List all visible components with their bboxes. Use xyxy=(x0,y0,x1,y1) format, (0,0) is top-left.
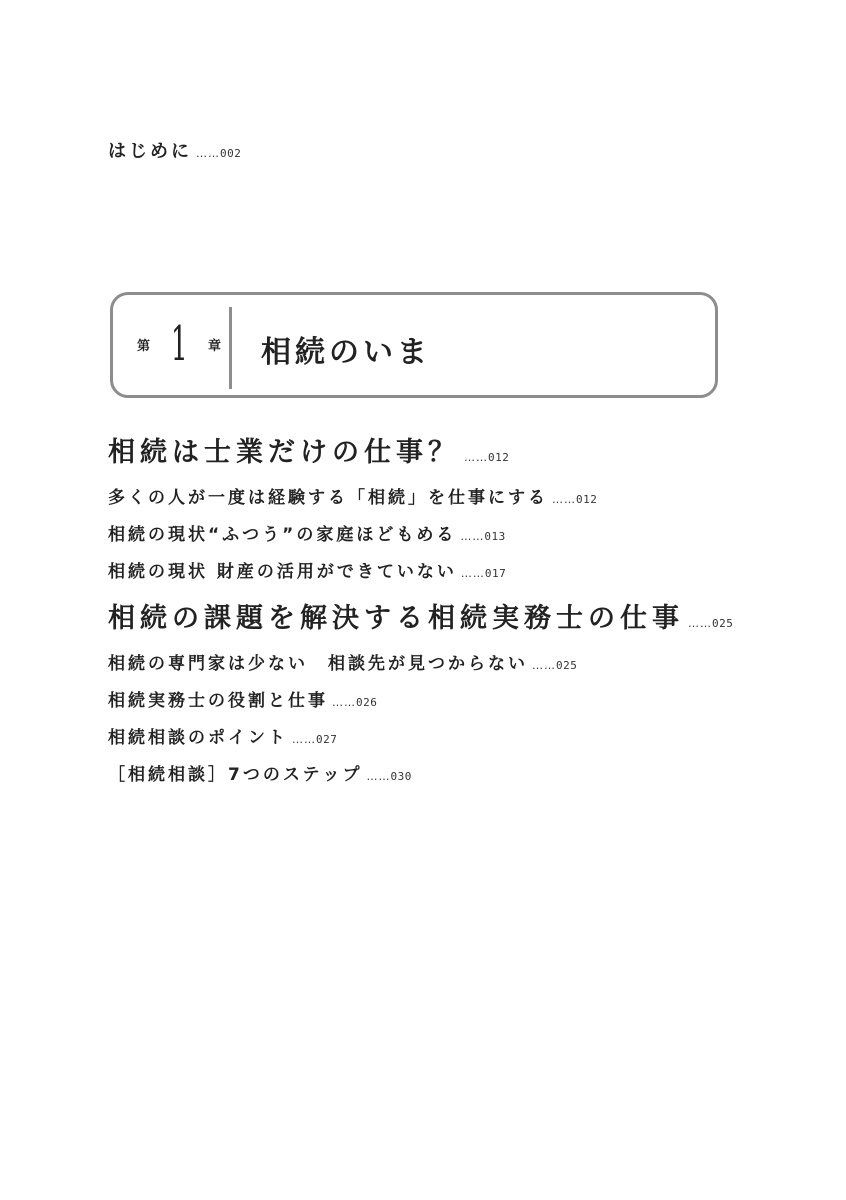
toc-entry-title: 相続実務士の役割と仕事 xyxy=(108,691,328,711)
chapter-number xyxy=(137,309,221,379)
chapter-title: 相続のいま xyxy=(261,335,431,370)
page-number: 013 xyxy=(484,530,506,543)
chapter-digit: 1 xyxy=(170,316,188,372)
leader-dots: …… xyxy=(688,617,712,630)
toc-entry-title: 相続の現状 財産の活用ができていない xyxy=(108,562,457,582)
page-number: 002 xyxy=(220,147,242,160)
toc-entry[interactable] xyxy=(108,557,506,582)
toc-entry-title: 多くの人が一度は経験する「相続」を仕事にする xyxy=(108,488,548,508)
toc-entry[interactable] xyxy=(108,760,412,785)
page-number: 026 xyxy=(356,696,378,709)
toc-entry-title: 相続の課題を解決する相続実務士の仕事 xyxy=(108,603,684,634)
toc-entry-title: 相続は士業だけの仕事？ xyxy=(108,437,460,468)
page-number: 025 xyxy=(712,617,734,630)
toc-entry[interactable] xyxy=(108,520,506,545)
leader-dots: …… xyxy=(552,493,576,506)
toc-section-heading[interactable] xyxy=(108,430,509,469)
chapter-divider xyxy=(229,307,232,389)
toc-entry[interactable] xyxy=(108,649,577,674)
toc-entry-title: 相続の専門家は少ない 相談先が見つからない xyxy=(108,654,528,674)
page-number: 025 xyxy=(556,659,578,672)
leader-dots: …… xyxy=(460,567,485,580)
toc-entry[interactable] xyxy=(108,483,597,508)
chapter-prefix: 第 xyxy=(137,338,151,354)
toc-entry-title: はじめに xyxy=(108,141,192,162)
leader-dots: …… xyxy=(366,770,391,783)
toc-entry-title: ［相続相談］7つのステップ xyxy=(108,765,363,785)
toc-entry[interactable] xyxy=(108,723,337,748)
chapter-suffix: 章 xyxy=(207,338,221,354)
page-number: 012 xyxy=(488,451,510,464)
leader-dots: …… xyxy=(460,530,485,543)
toc-entry[interactable] xyxy=(108,686,377,711)
page-number: 030 xyxy=(390,770,412,783)
leader-dots: …… xyxy=(292,733,316,746)
page-number: 027 xyxy=(316,733,338,746)
leader-dots: …… xyxy=(196,147,220,160)
chapter-header xyxy=(110,292,718,398)
toc-entry-title: 相続の現状“ふつう”の家庭ほどもめる xyxy=(108,525,457,545)
toc-section-heading[interactable] xyxy=(108,596,733,635)
leader-dots: …… xyxy=(332,696,356,709)
toc-entry-title: 相続相談のポイント xyxy=(108,728,288,748)
toc-entry-intro[interactable] xyxy=(108,137,241,163)
leader-dots: …… xyxy=(532,659,556,672)
page-number: 012 xyxy=(576,493,598,506)
leader-dots: …… xyxy=(464,451,488,464)
page-number: 017 xyxy=(484,567,507,580)
